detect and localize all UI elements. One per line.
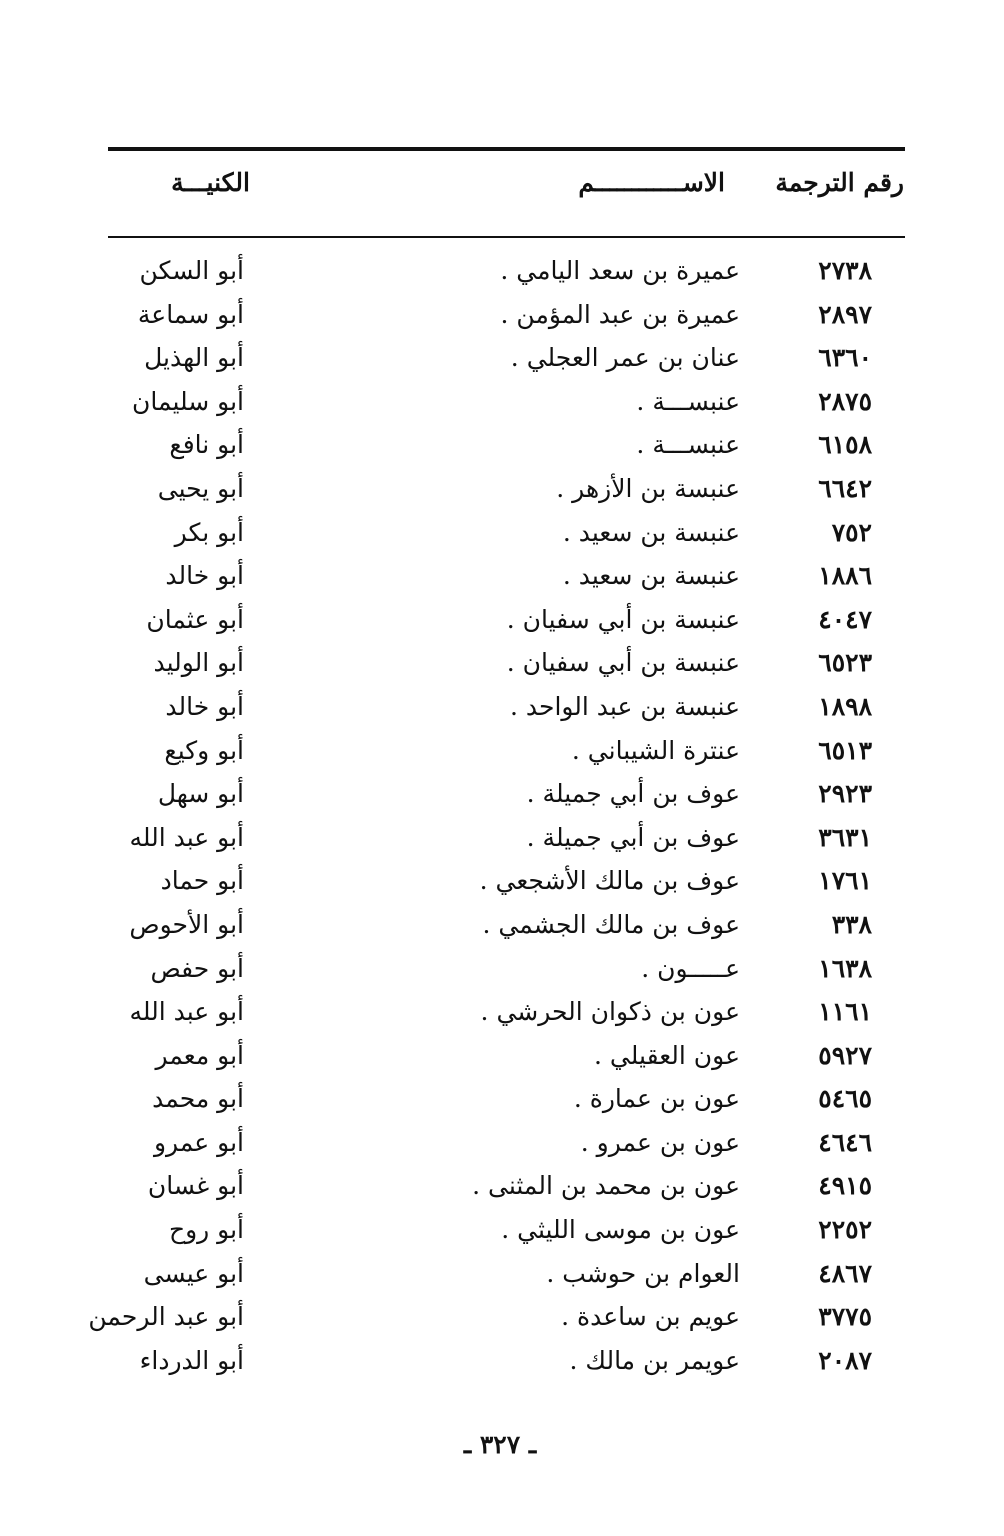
- entry-number: ٤٨٦٧: [818, 1258, 872, 1288]
- entry-name: عنبســـة .: [636, 386, 740, 416]
- table-row: [0, 383, 1004, 427]
- entry-number: ٦٥١٣: [818, 735, 872, 765]
- top-rule: [108, 147, 905, 151]
- entry-name: عنبسة بن الأزهر .: [556, 473, 740, 503]
- entry-name: عويمر بن مالك .: [569, 1345, 740, 1375]
- entry-name: عون بن ذكوان الحرشي .: [480, 997, 740, 1027]
- entry-number: ٢٩٢٣: [818, 779, 872, 809]
- entry-number: ٢٨٩٧: [818, 299, 872, 329]
- table-row: [0, 1342, 1004, 1386]
- entry-kunya: أبو عبد الله: [129, 997, 244, 1027]
- entry-name: عنترة الشيباني .: [571, 735, 740, 765]
- entry-kunya: أبو بكر: [174, 517, 244, 547]
- entry-number: ٦٣٦٠: [818, 343, 872, 373]
- entry-kunya: أبو عمرو: [153, 1127, 244, 1157]
- table-row: [0, 1167, 1004, 1211]
- entry-kunya: أبو الدرداء: [139, 1345, 244, 1375]
- entry-kunya: أبو السكن: [139, 256, 244, 285]
- entry-name: عنبســـة .: [636, 430, 740, 460]
- entry-name: عون بن محمد بن المثنى .: [472, 1171, 740, 1201]
- table-row: [0, 644, 1004, 688]
- entry-number: ٢٨٧٥: [818, 386, 872, 416]
- entry-kunya: أبو عيسى: [143, 1258, 244, 1288]
- entry-name: عويم بن ساعدة .: [561, 1302, 740, 1332]
- entry-number: ٣٧٧٥: [818, 1302, 872, 1332]
- entry-number: ٤٠٤٧: [818, 604, 872, 634]
- table-row: [0, 906, 1004, 950]
- entry-kunya: أبو سهل: [157, 779, 244, 809]
- entry-name: عوف بن أبي جميلة .: [526, 822, 740, 852]
- table-row: [0, 775, 1004, 819]
- entry-kunya: أبو الأحوص: [129, 909, 244, 939]
- entry-name: عوف بن أبي جميلة .: [526, 779, 740, 809]
- entry-kunya: أبو يحيى: [157, 473, 244, 503]
- header-number: رقم الترجمة: [775, 168, 904, 197]
- entry-number: ١٦٣٨: [818, 953, 872, 983]
- entry-name: عميرة بن عبد المؤمن .: [500, 299, 740, 329]
- entry-number: ٢٠٨٧: [818, 1345, 872, 1375]
- header-rule: [108, 236, 905, 238]
- table-row: [0, 1080, 1004, 1124]
- table-row: [0, 470, 1004, 514]
- entry-number: ٦٥٢٣: [818, 648, 872, 678]
- page-number: ـ ٣٢٧ ـ: [463, 1430, 537, 1459]
- table-row: [0, 1211, 1004, 1255]
- table-row: [0, 688, 1004, 732]
- entry-name: عوف بن مالك الأشجعي .: [479, 866, 740, 896]
- entry-kunya: أبو محمد: [152, 1084, 244, 1114]
- entry-name: عون بن عمارة .: [573, 1084, 740, 1114]
- entry-number: ٦١٥٨: [818, 430, 872, 460]
- entry-number: ٣٣٨: [831, 909, 872, 939]
- entry-kunya: أبو عثمان: [146, 604, 244, 634]
- entry-kunya: أبو خالد: [165, 561, 244, 591]
- entry-number: ١١٦١: [818, 997, 872, 1027]
- entry-kunya: أبو حماد: [160, 866, 244, 896]
- header-name: الاســــــــــــم: [578, 168, 725, 197]
- table-row: [0, 862, 1004, 906]
- entry-number: ٢٢٥٢: [818, 1215, 872, 1245]
- entry-name: عون العقيلي .: [594, 1040, 740, 1070]
- entry-kunya: أبو غسان: [147, 1171, 244, 1201]
- table-row: [0, 993, 1004, 1037]
- entry-kunya: أبو الهذيل: [144, 343, 244, 373]
- entry-kunya: أبو نافع: [169, 430, 244, 460]
- entry-name: عنبسة بن أبي سفيان .: [506, 604, 740, 634]
- entry-kunya: أبو وكيع: [164, 735, 244, 765]
- entry-number: ٦٦٤٢: [818, 473, 872, 503]
- table-row: [0, 557, 1004, 601]
- entry-number: ٢٧٣٨: [818, 256, 872, 285]
- entry-name: العوام بن حوشب .: [546, 1258, 740, 1288]
- entry-number: ٥٩٢٧: [818, 1040, 872, 1070]
- entry-kunya: أبو خالد: [165, 691, 244, 721]
- table-row: [0, 514, 1004, 558]
- entry-name: عـــــون .: [641, 953, 740, 983]
- table-row: [0, 1037, 1004, 1081]
- entry-kunya: أبو معمر: [155, 1040, 244, 1070]
- entry-number: ٥٤٦٥: [818, 1084, 872, 1114]
- table-row: [0, 1255, 1004, 1299]
- entry-kunya: أبو الوليد: [153, 648, 244, 678]
- table-row: [0, 339, 1004, 383]
- entry-name: عنان بن عمر العجلي .: [510, 343, 740, 373]
- table-row: [0, 601, 1004, 645]
- table-row: [0, 426, 1004, 470]
- table-row: [0, 950, 1004, 994]
- entry-name: عون بن موسى الليثي .: [501, 1215, 740, 1245]
- entry-name: عوف بن مالك الجشمي .: [482, 909, 740, 939]
- table-row: [0, 296, 1004, 340]
- entry-kunya: أبو سليمان: [132, 386, 244, 416]
- entry-number: ١٨٨٦: [818, 561, 872, 591]
- entry-name: عميرة بن سعد اليامي .: [500, 256, 740, 285]
- entry-number: ٤٦٤٦: [818, 1127, 872, 1157]
- entry-number: ١٨٩٨: [818, 691, 872, 721]
- entry-name: عنبسة بن عبد الواحد .: [509, 691, 740, 721]
- table-row: [0, 819, 1004, 863]
- table-row: [0, 1298, 1004, 1342]
- table-row: [0, 1124, 1004, 1168]
- entry-name: عون بن عمرو .: [580, 1127, 740, 1157]
- entry-kunya: أبو عبد الله: [129, 822, 244, 852]
- table-row: [0, 252, 1004, 296]
- entry-number: ٧٥٢: [831, 517, 872, 547]
- table-row: [0, 732, 1004, 776]
- entry-number: ١٧٦١: [818, 866, 872, 896]
- entry-kunya: أبو حفص: [150, 953, 244, 983]
- entries-table: [0, 252, 1004, 1385]
- entry-name: عنبسة بن أبي سفيان .: [506, 648, 740, 678]
- entry-name: عنبسة بن سعيد .: [562, 517, 740, 547]
- entry-name: عنبسة بن سعيد .: [562, 561, 740, 591]
- entry-kunya: أبو عبد الرحمن: [88, 1302, 244, 1332]
- entry-kunya: أبو سماعة: [137, 299, 244, 329]
- header-kunya: الكنيـــة: [171, 168, 250, 197]
- entry-number: ٣٦٣١: [818, 822, 872, 852]
- entry-kunya: أبو روح: [168, 1215, 244, 1245]
- entry-number: ٤٩١٥: [818, 1171, 872, 1201]
